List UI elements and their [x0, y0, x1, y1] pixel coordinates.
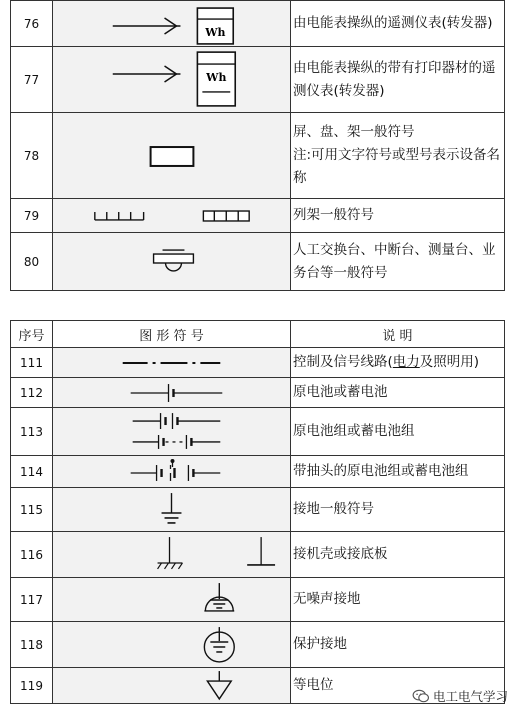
row-number: 118 [11, 622, 53, 668]
table-row [11, 378, 505, 408]
symbol-cell [53, 488, 291, 532]
description: 列架一般符号 [291, 199, 505, 233]
panel-symbol [53, 114, 290, 198]
row-number: 117 [11, 578, 53, 622]
symbol-cell [53, 113, 291, 199]
watermark [412, 687, 508, 705]
meter-transmitter-symbol [53, 2, 290, 46]
desc-line: 注:可用文字符号或型号表示设备名称 [293, 147, 501, 186]
table-row [11, 348, 505, 378]
equipotential-symbol [53, 669, 290, 703]
table-row [11, 532, 505, 578]
row-number: 80 [11, 233, 53, 291]
symbol-cell [53, 233, 291, 291]
row-number: 79 [11, 199, 53, 233]
symbol-cell [53, 408, 291, 456]
symbol-table-1 [10, 0, 505, 291]
wh-label: Wh [205, 25, 226, 39]
description: 原电池组或蓄电池组 [291, 408, 505, 456]
table-row [11, 456, 505, 488]
table-header [11, 321, 505, 348]
table-row [11, 578, 505, 622]
symbol-cell [53, 578, 291, 622]
symbol-table-2 [10, 320, 505, 704]
symbol-cell [53, 47, 291, 113]
description [291, 113, 505, 199]
battery-group-symbol [53, 409, 290, 455]
description: 带抽头的原电池组或蓄电池组 [291, 456, 505, 488]
desc-part: 及照明用) [419, 354, 480, 370]
row-number: 114 [11, 456, 53, 488]
description: 接机壳或接底板 [291, 532, 505, 578]
header-number: 序号 [11, 321, 53, 348]
tapped-battery-symbol [53, 457, 290, 487]
row-number: 76 [11, 1, 53, 47]
wh-label: Wh [206, 70, 227, 84]
table-row [11, 233, 505, 291]
row-number: 111 [11, 348, 53, 378]
chassis-ground-symbol [53, 533, 290, 577]
printing-meter-symbol [53, 48, 290, 112]
row-number: 119 [11, 668, 53, 704]
table-row [11, 113, 505, 199]
symbol-cell [53, 668, 291, 704]
description: 由电能表操纵的遥测仪表(转发器) [291, 1, 505, 47]
row-number: 116 [11, 532, 53, 578]
description: 人工交换台、中断台、测量台、业务台等一般符号 [291, 233, 505, 291]
symbol-cell [53, 199, 291, 233]
wechat-icon [412, 689, 430, 703]
row-number: 112 [11, 378, 53, 408]
description: 保护接地 [291, 622, 505, 668]
symbol-cell [53, 622, 291, 668]
description: 无噪声接地 [291, 578, 505, 622]
description: 由电能表操纵的带有打印器材的遥测仪表(转发器) [291, 47, 505, 113]
header-symbol: 图 形 符 号 [53, 321, 291, 348]
watermark-text: 电工电气学习 [432, 689, 508, 704]
symbol-cell [53, 456, 291, 488]
rack-symbol [53, 200, 290, 232]
description: 接地一般符号 [291, 488, 505, 532]
description: 等电位 [291, 668, 505, 704]
table-row [11, 408, 505, 456]
symbol-cell [53, 532, 291, 578]
desc-underlined: 电力 [392, 354, 420, 370]
symbol-cell [53, 1, 291, 47]
noiseless-ground-symbol [53, 579, 290, 621]
protective-ground-symbol [53, 623, 290, 667]
table-row [11, 488, 505, 532]
desc-part: 控制及信号线路( [293, 354, 393, 370]
header-description: 说 明 [291, 321, 505, 348]
symbol-cell [53, 348, 291, 378]
table-row [11, 1, 505, 47]
table-row [11, 199, 505, 233]
row-number: 113 [11, 408, 53, 456]
table-row [11, 622, 505, 668]
ground-symbol [53, 489, 290, 531]
battery-symbol [53, 379, 290, 407]
description: 原电池或蓄电池 [291, 378, 505, 408]
row-number: 77 [11, 47, 53, 113]
row-number: 78 [11, 113, 53, 199]
switchboard-symbol [53, 234, 290, 290]
description [291, 348, 505, 378]
table-row [11, 47, 505, 113]
symbol-cell [53, 378, 291, 408]
control-line-symbol [53, 349, 290, 377]
desc-line: 屏、盘、架一般符号 [293, 124, 415, 140]
row-number: 115 [11, 488, 53, 532]
